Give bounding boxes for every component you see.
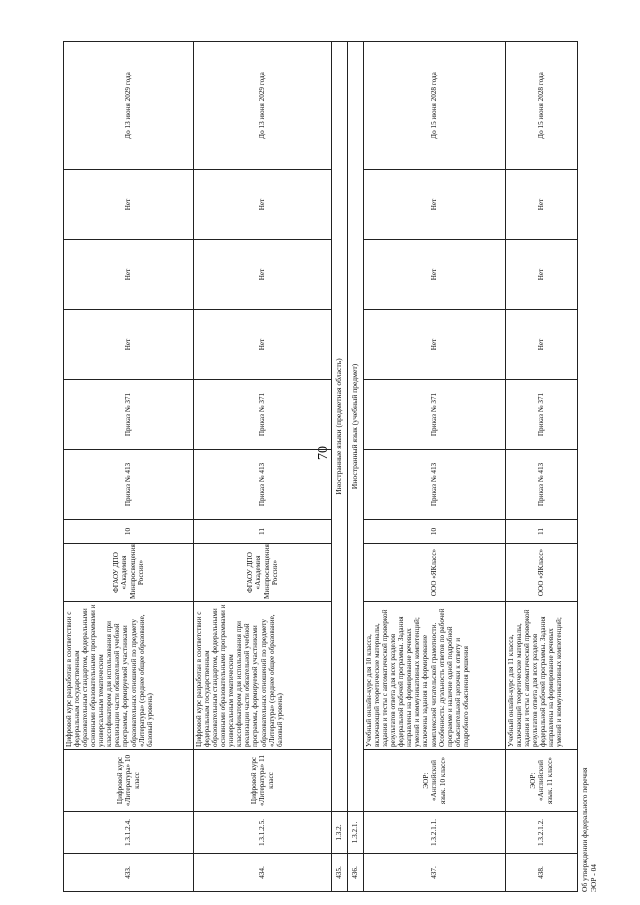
section-title: Иностранные языки (предметная область): [332, 42, 348, 812]
row-flag-1: Нет: [506, 310, 578, 380]
row-organization: ООО «ЯКласс»: [506, 544, 578, 602]
row-code: 1.3.2.1.2.: [506, 812, 578, 854]
row-grade: 11: [194, 520, 332, 544]
resource-table: [63, 41, 578, 892]
row-code: 1.3.1.2.4.: [64, 812, 194, 854]
row-order-2: Приказ № 371: [194, 380, 332, 450]
section-title: Иностранный язык (учебный предмет): [348, 42, 364, 812]
section-row: [332, 42, 348, 892]
row-flag-1: Нет: [64, 310, 194, 380]
row-flag-3: Нет: [64, 170, 194, 240]
row-order-1: Приказ № 413: [194, 450, 332, 520]
row-number: 433.: [64, 854, 194, 892]
table-row: [506, 42, 578, 892]
footer-line-2: ЭОР - 04: [588, 864, 598, 892]
row-order-1: Приказ № 413: [64, 450, 194, 520]
row-term: До 13 июня 2029 года: [64, 42, 194, 170]
rotated-table-container: [63, 42, 598, 892]
row-order-2: Приказ № 371: [506, 380, 578, 450]
row-flag-1: Нет: [194, 310, 332, 380]
row-description: Учебный онлайн-курс для 11 класса, включающий теоретические материалы, задания и тесты с автоматической проверкой результатов ответа для всех разделов федеральной рабочей программы. Задания направлены на формирование речевых умений и коммуникативных компетенций;: [506, 602, 578, 750]
table-row: [364, 42, 506, 892]
section-number: 436.: [348, 854, 364, 892]
row-flag-1: Нет: [364, 310, 506, 380]
row-order-1: Приказ № 413: [506, 450, 578, 520]
row-organization: ФГАОУ ДПО «Академия Минпросвещения России»: [64, 544, 194, 602]
document-footer: [581, 42, 599, 892]
row-order-2: Приказ № 371: [364, 380, 506, 450]
row-organization: ООО «ЯКласс»: [364, 544, 506, 602]
row-organization: ФГАОУ ДПО «Академия Минпросвещения России»: [194, 544, 332, 602]
row-flag-2: Нет: [506, 240, 578, 310]
row-number: 434.: [194, 854, 332, 892]
row-code: 1.3.2.1.1.: [364, 812, 506, 854]
row-description: Цифровой курс разработан в соответствии с федеральным государственным образовательным стандартом, федеральными основными образовательными программами и универсальным тематическим классификатором для использования при реализации части обязательной учебной программы, формируемой участниками образовательных отношений по предмету «Литература» (среднее общее образование, базовый уровень): [64, 602, 194, 750]
row-title: ЭОР: «Английский язык. 10 класс»: [364, 750, 506, 812]
row-grade: 10: [364, 520, 506, 544]
row-term: До 13 июня 2029 года: [194, 42, 332, 170]
row-grade: 11: [506, 520, 578, 544]
row-code: 1.3.1.2.5.: [194, 812, 332, 854]
row-flag-3: Нет: [364, 170, 506, 240]
row-grade: 10: [64, 520, 194, 544]
section-code: 1.3.2.: [332, 812, 348, 854]
row-title: ЭОР: «Английский язык. 11 класс»: [506, 750, 578, 812]
row-title: Цифровой курс «Литература» 10 класс: [64, 750, 194, 812]
row-number: 437.: [364, 854, 506, 892]
row-flag-3: Нет: [506, 170, 578, 240]
row-flag-2: Нет: [194, 240, 332, 310]
footer-line-1: Об утверждении федерального перечня: [580, 767, 589, 892]
row-term: До 15 июня 2028 года: [364, 42, 506, 170]
row-flag-3: Нет: [194, 170, 332, 240]
section-row: [348, 42, 364, 892]
row-title: Цифровой курс «Литература» 11 класс: [194, 750, 332, 812]
section-code: 1.3.2.1.: [348, 812, 364, 854]
row-description: Учебный онлайн-курс для 10 класса, включающий теоретические материалы, задания и тесты с автоматической проверкой результатов ответа для всех разделов федеральной рабочей программы. Задания направлены на формирование речевых умений и коммуникативных компетенций; включены задания на формирование комплексной читательской грамотности. Особенность: дуэльность ответов по рабочей программе и наличие одной подробной объяснительной цепочки к ответу и подробного объяснения решения: [364, 602, 506, 750]
page-number: 70: [316, 446, 331, 460]
row-flag-2: Нет: [64, 240, 194, 310]
row-description: Цифровой курс разработан в соответствии с федеральным государственным образовательным стандартом, федеральными основными образовательными программами и универсальным тематическим классификатором для использования при реализации части обязательной учебной программы, формируемой участниками образовательных отношений по предмету «Литература» (среднее общее образование, базовый уровень): [194, 602, 332, 750]
row-order-2: Приказ № 371: [64, 380, 194, 450]
row-order-1: Приказ № 413: [364, 450, 506, 520]
row-flag-2: Нет: [364, 240, 506, 310]
row-term: До 15 июня 2028 года: [506, 42, 578, 170]
section-number: 435.: [332, 854, 348, 892]
row-number: 438.: [506, 854, 578, 892]
table-row: [64, 42, 194, 892]
table-row: [194, 42, 332, 892]
